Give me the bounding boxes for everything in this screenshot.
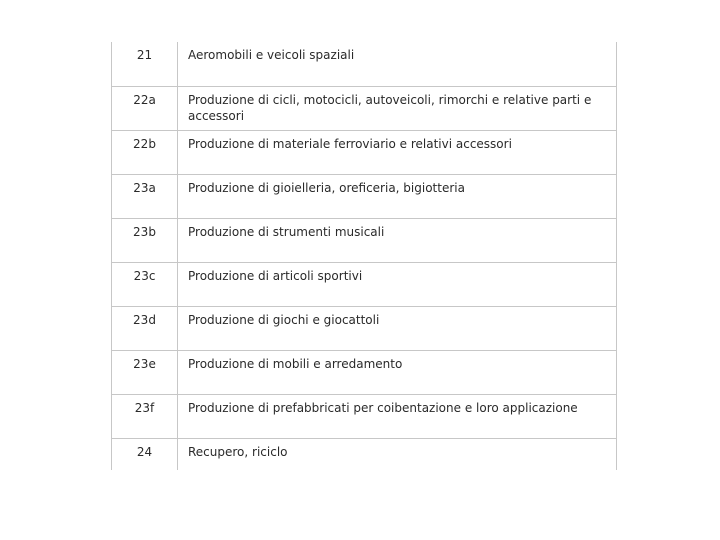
code-cell: 23a (112, 174, 178, 218)
description-cell: Produzione di materiale ferroviario e relativi accessori (178, 130, 617, 174)
description-cell: Produzione di articoli sportivi (178, 262, 617, 306)
activity-codes-table (111, 42, 617, 470)
table-row (112, 438, 617, 470)
table-row (112, 262, 617, 306)
document-page (111, 42, 617, 470)
code-cell: 23f (112, 394, 178, 438)
code-cell: 23d (112, 306, 178, 350)
description-cell: Produzione di gioielleria, oreficeria, bigiotteria (178, 174, 617, 218)
description-cell: Produzione di giochi e giocattoli (178, 306, 617, 350)
table-row (112, 130, 617, 174)
code-cell: 23e (112, 350, 178, 394)
description-cell: Aeromobili e veicoli spaziali (178, 42, 617, 86)
description-cell: Produzione di strumenti musicali (178, 218, 617, 262)
code-cell: 22a (112, 86, 178, 130)
table-row (112, 394, 617, 438)
code-cell: 24 (112, 438, 178, 470)
table-row (112, 174, 617, 218)
table-row (112, 218, 617, 262)
table-row (112, 306, 617, 350)
description-cell: Recupero, riciclo (178, 438, 617, 470)
description-cell: Produzione di cicli, motocicli, autoveicoli, rimorchi e relative parti e accessori (178, 86, 617, 130)
code-cell: 23b (112, 218, 178, 262)
description-cell: Produzione di prefabbricati per coibentazione e loro applicazione (178, 394, 617, 438)
code-cell: 22b (112, 130, 178, 174)
table-row (112, 42, 617, 86)
table-row (112, 350, 617, 394)
description-cell: Produzione di mobili e arredamento (178, 350, 617, 394)
code-cell: 21 (112, 42, 178, 86)
table-row (112, 86, 617, 130)
code-cell: 23c (112, 262, 178, 306)
